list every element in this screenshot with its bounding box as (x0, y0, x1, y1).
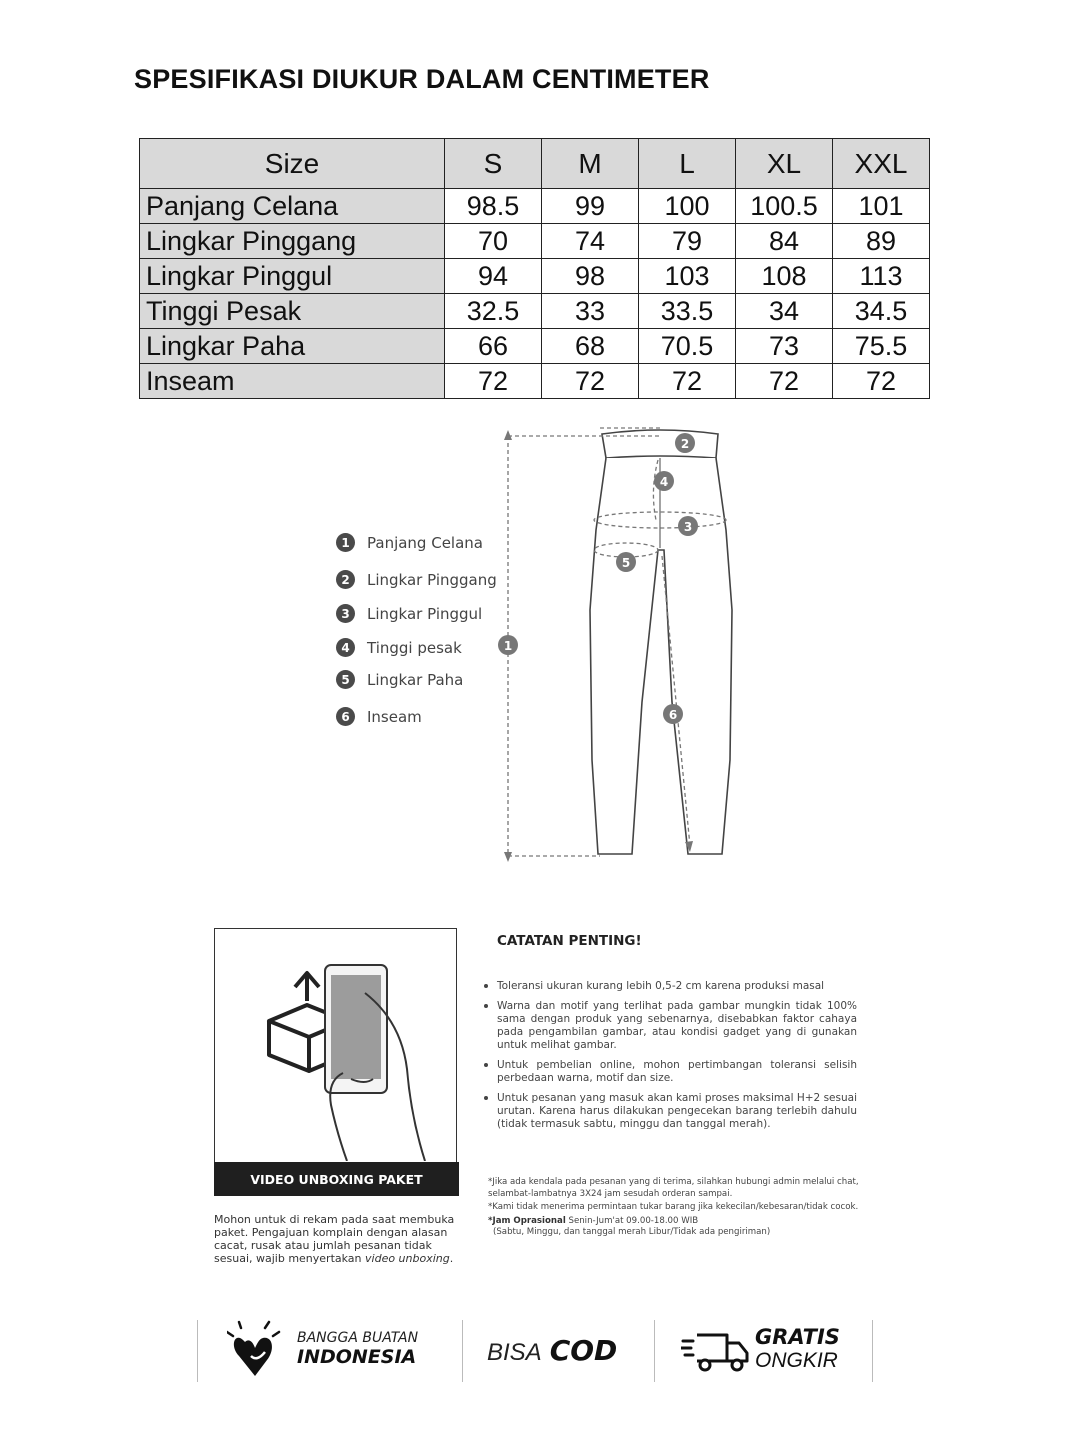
legend-label: Tinggi pesak (367, 638, 462, 657)
unboxing-text-end: . (449, 1252, 454, 1265)
table-row (140, 189, 930, 224)
marker-5-label: 5 (621, 556, 631, 570)
header-cell: Size (140, 139, 445, 189)
row-label: Lingkar Paha (140, 329, 445, 364)
row-label: Panjang Celana (140, 189, 445, 224)
note-item: Untuk pembelian online, mohon pertimbangan toleransi selisih perbedaan warna, motif dan size. (482, 1059, 857, 1085)
marker-3-label: 3 (683, 520, 693, 534)
table-cell: 34 (736, 294, 833, 329)
cod-badge (487, 1334, 617, 1367)
shipping-line2: ONGKIR (755, 1349, 838, 1372)
table-cell: 75.5 (833, 329, 930, 364)
table-cell: 74 (542, 224, 639, 259)
badges-strip (197, 1320, 873, 1382)
notes-list (482, 980, 857, 1138)
header-cell: L (639, 139, 736, 189)
legend-label: Lingkar Paha (367, 670, 464, 689)
table-cell: 79 (639, 224, 736, 259)
table-cell: 89 (833, 224, 930, 259)
badge-divider (462, 1320, 463, 1382)
table-cell: 100.5 (736, 189, 833, 224)
pants-measurement-diagram (490, 420, 760, 870)
table-header-row (140, 139, 930, 189)
footnote-hours (488, 1216, 873, 1239)
made-in-indonesia-badge (297, 1330, 418, 1368)
notes-title: CATATAN PENTING! (497, 933, 642, 949)
legend-label: Lingkar Pinggang (367, 570, 497, 589)
row-label: Lingkar Pinggang (140, 224, 445, 259)
table-cell: 33 (542, 294, 639, 329)
unboxing-illustration-box (214, 928, 457, 1194)
footnote-exchange: *Kami tidak menerima permintaan tukar barang jika kekecilan/kebesaran/tidak cocok. (488, 1202, 859, 1212)
row-label: Lingkar Pinggul (140, 259, 445, 294)
row-label: Tinggi Pesak (140, 294, 445, 329)
phone-box-icon (215, 929, 455, 1161)
legend-number: 1 (336, 533, 355, 552)
cod-main: COD (549, 1334, 618, 1367)
legend-label: Panjang Celana (367, 533, 483, 552)
table-cell: 72 (445, 364, 542, 399)
note-item: Warna dan motif yang terlihat pada gambar mungkin tidak 100% sama dengan produk yang sebenarnya, disebabkan faktor cahaya pada pengambilan gambar, atau kondisi gadget yang di gunakan untuk melihat gambar. (482, 1000, 857, 1052)
legend-number: 6 (336, 707, 355, 726)
table-row (140, 294, 930, 329)
marker-6-label: 6 (668, 708, 678, 722)
table-cell: 98 (542, 259, 639, 294)
table-cell: 84 (736, 224, 833, 259)
table-cell: 33.5 (639, 294, 736, 329)
table-cell: 70 (445, 224, 542, 259)
table-cell: 34.5 (833, 294, 930, 329)
table-cell: 72 (736, 364, 833, 399)
marker-1-label: 1 (503, 639, 513, 653)
table-cell: 72 (542, 364, 639, 399)
cod-prefix: BISA (487, 1339, 542, 1366)
made-in-line2: INDONESIA (297, 1346, 417, 1368)
footnotes (488, 1177, 873, 1241)
free-shipping-badge (755, 1326, 840, 1372)
footnote-complaint: *Jika ada kendala pada pesanan yang di terima, silahkan hubungi admin melalui chat, selambat-lambatnya 3X24 jam sesudah orderan sampai. (488, 1177, 859, 1199)
marker-4-label: 4 (659, 475, 669, 489)
note-item: Toleransi ukuran kurang lebih 0,5-2 cm karena produksi masal (482, 980, 857, 993)
unboxing-instructions (214, 1213, 464, 1265)
table-cell: 103 (639, 259, 736, 294)
table-cell: 72 (639, 364, 736, 399)
size-chart-table (139, 138, 930, 399)
header-cell: M (542, 139, 639, 189)
legend-label: Inseam (367, 707, 422, 726)
note-item: Untuk pesanan yang masuk akan kami proses maksimal H+2 sesuai urutan. Karena harus dilakukan pengecekan barang terlebih dahulu (tidak termasuk sabtu, minggu dan tanggal merah). (482, 1092, 857, 1131)
shipping-line1: GRATIS (755, 1325, 840, 1349)
unboxing-video-label: VIDEO UNBOXING PAKET (214, 1162, 459, 1196)
table-cell: 73 (736, 329, 833, 364)
footnote-holiday: (Sabtu, Minggu, dan tanggal merah Libur/Tidak ada pengiriman) (493, 1227, 771, 1237)
waistband-shape (602, 430, 718, 458)
table-cell: 72 (833, 364, 930, 399)
table-cell: 32.5 (445, 294, 542, 329)
table-cell: 68 (542, 329, 639, 364)
legend-item (336, 707, 422, 726)
legend-number: 4 (336, 638, 355, 657)
table-cell: 101 (833, 189, 930, 224)
delivery-truck-icon (681, 1329, 751, 1373)
table-row (140, 224, 930, 259)
table-row (140, 364, 930, 399)
legend-label: Lingkar Pinggul (367, 604, 483, 623)
pants-outline (590, 458, 732, 854)
made-in-line1: BANGGA BUATAN (297, 1330, 419, 1346)
table-cell: 66 (445, 329, 542, 364)
row-label: Inseam (140, 364, 445, 399)
legend-number: 5 (336, 670, 355, 689)
footnote-hours-label: *Jam Opra​sional (488, 1215, 566, 1226)
legend-item (336, 670, 463, 689)
table-cell: 99 (542, 189, 639, 224)
legend-number: 3 (336, 604, 355, 623)
unboxing-text-main: Mohon untuk di rekam pada saat membuka paket. Pengajuan komplain dengan alasan cacat, rusak atau jumlah pesanan tidak sesuai, wajib menyertakan (214, 1213, 455, 1265)
table-cell: 108 (736, 259, 833, 294)
legend-item (336, 533, 483, 552)
table-cell: 100 (639, 189, 736, 224)
header-cell: S (445, 139, 542, 189)
table-cell: 94 (445, 259, 542, 294)
legend-item (336, 570, 497, 589)
table-row (140, 259, 930, 294)
heart-hand-icon (227, 1320, 283, 1380)
footnote-hours-value: Senin-Jum'at 09.00-18.00 WIB (565, 1215, 699, 1226)
table-cell: 98.5 (445, 189, 542, 224)
marker-2-label: 2 (680, 437, 690, 451)
header-cell: XXL (833, 139, 930, 189)
badge-divider (654, 1320, 655, 1382)
table-cell: 70.5 (639, 329, 736, 364)
badge-divider (872, 1320, 873, 1382)
header-cell: XL (736, 139, 833, 189)
unboxing-text-italic: video unboxing (365, 1252, 450, 1265)
legend-item (336, 638, 462, 657)
page-title: SPESIFIKASI DIUKUR DALAM CENTIMETER (134, 64, 710, 94)
table-cell: 113 (833, 259, 930, 294)
legend-number: 2 (336, 570, 355, 589)
badge-divider (197, 1320, 198, 1382)
table-row (140, 329, 930, 364)
legend-item (336, 604, 482, 623)
